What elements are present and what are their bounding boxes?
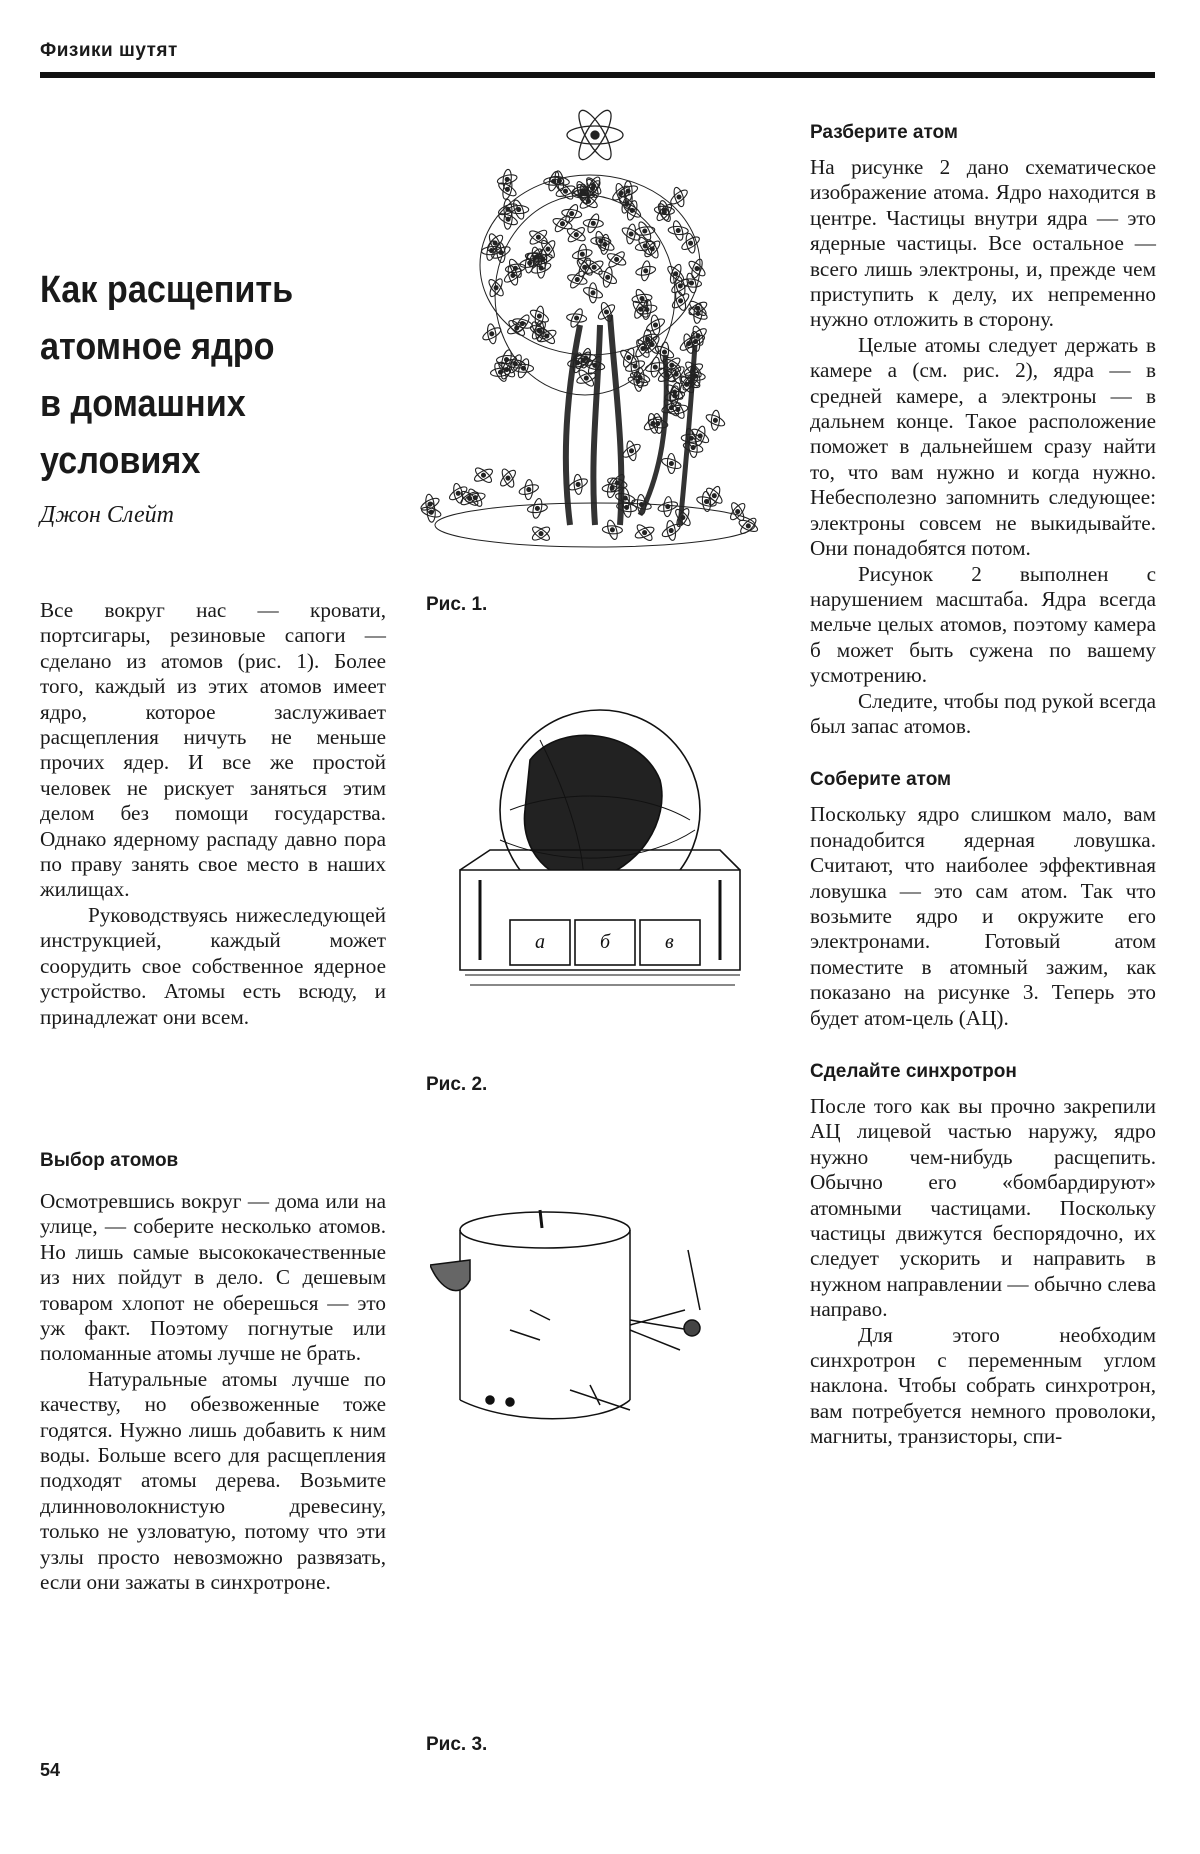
right-column [810,120,1156,1450]
section-heading: Разберите атом [810,122,958,143]
body-paragraph: Целые атомы следует держать в камере а (см. рис. 2), ядра — в средней камере, а электроны — в дальнем конце. Такое расположение поможет в дальнейшем сразу найти то, что вам нужно и когда нужно. Небесполезно запомнить следующее: электроны совсем не выкидывайте. Они понадобятся потом. [810,332,1156,561]
title-line: Как расщепить [40,269,294,311]
body-paragraph: Натуральные атомы лучше по качеству, но обезвоженные тоже годятся. Нужно лишь добавить к ним воды. Больше всего для расщепления подходят атомы дерева. Возьмите длинноволокнистую древесину, только не узловатую, потому что эти узлы просто невозможно развязать, если они зажаты в синхротроне. [40,1366,386,1595]
choose-atoms-section [40,1148,386,1596]
tree-atom-glyph [702,406,729,434]
chamber-label-a: а [535,931,545,953]
intro-column [40,598,386,1030]
body-paragraph: После того как вы прочно закрепили АЦ лицевой частью наружу, ядро нужно чем-нибудь расщепить. Обычно его «бомбардируют» атомными частицами. Поскольку частицы движутся беспорядочно, их следует ускорить и направить в нужном направлении — обычно слева направо. [810,1094,1156,1322]
tree-atom-glyph [667,273,693,298]
chamber-label-c: в [665,931,674,953]
tree-atom-glyph [666,184,693,210]
intro-paragraph: Руководствуясь нижеследующей инструкцией, каждый может соорудить свое собственное ядерное устройство. Атомы есть всюду, и принадлежат они всем. [40,902,386,1029]
tree-atom-glyph [634,259,658,282]
section-header: Физики шутят [40,40,178,61]
title-line: условиях [40,440,201,482]
tree-atom-glyph [631,519,658,547]
title-line: атомное ядро [40,326,275,368]
figure-2-caption: Рис. 2. [426,1074,488,1095]
page-number: 54 [40,1760,61,1780]
tree-atom-glyph [494,464,522,492]
tree-atom-glyph [470,461,498,490]
tree-atom-glyph [594,263,622,292]
body-paragraph: Осмотревшись вокруг — дома или на улице, — соберите несколько атомов. Но лишь самые высококачественные из них пойдут в дело. С дешевым товаром хлопот не оберешься — это уж факт. Поэтому погнутые или поломанные атомы лучше не брать. [40,1189,386,1366]
section-heading: Выбор атомов [40,1150,179,1171]
figure-1-caption: Рис. 1. [426,594,488,615]
section-heading: Соберите атом [810,769,952,791]
chamber-label-b: б [600,931,611,953]
tree-atom-glyph [527,519,556,548]
tree-atom-glyph [593,299,620,325]
intro-paragraph: Все вокруг нас — кровати, портсигары, резиновые сапоги — сделано из атомов (рис. 1). Более того, каждый из этих атомов имеет ядро, которое заслуживает расщепления ничуть не меньше прочих ядер. И все же простой человек не рискует заняться этим делом без помощи государства. Однако ядерному распаду давно пора по праву занять свое место в наших жилищах. [40,598,386,902]
tree-atom-glyph [684,299,712,327]
tree-atom-glyph [734,511,760,540]
tree-atom-glyph [567,474,590,495]
figure-2-atom-storage [440,700,760,1030]
body-paragraph: На рисунке 2 дано схематическое изображение атома. Ядро находится в центре. Частицы внутри ядра — это ядерные частицы. Все остальное — всего лишь электроны, и, прежде чем приступить к делу, их непременно нужно отложить в сторону. [810,155,1156,332]
body-paragraph: Поскольку ядро слишком мало, вам понадобится ядерная ловушка. Считают, что наиболее эффективная ловушка — это сам атом. Так что возьмите ядро и окружите его электронами. Готовый атом поместите в атомный зажим, как показано на рисунке 3. Теперь это будет атом-цель (АЦ). [810,802,1156,1030]
header-rule [40,72,1155,78]
article-author: Джон Слейт [40,502,174,528]
figure-3-synchrotron [430,1190,730,1440]
figure-3-caption: Рис. 3. [426,1734,488,1755]
figure-1-atom-tree [420,95,760,555]
title-line: в домашних [40,383,246,425]
body-paragraph: Рисунок 2 выполнен с нарушением масштаба. Ядра всегда мельче целых атомов, поэтому камера б может быть сужена по вашему усмотрению. [810,561,1156,688]
tree-atom-glyph [562,220,591,249]
tree-atom-glyph [480,322,504,345]
article-title [40,262,346,490]
tree-atom-glyph [420,499,444,525]
section-heading: Сделайте синхротрон [810,1061,1017,1082]
tree-atom-glyph [504,256,527,280]
tree-atom-glyph [580,279,606,306]
body-paragraph: Следите, чтобы под рукой всегда был запас атомов. [810,688,1156,738]
tree-atom-glyph [518,479,541,500]
body-paragraph: Для этого необходим синхротрон с переменным углом наклона. Чтобы собрать синхротрон, вам потребуется немного проволоки, магниты, транзисторы, спи- [810,1322,1156,1449]
tree-atom-glyph [617,220,645,249]
